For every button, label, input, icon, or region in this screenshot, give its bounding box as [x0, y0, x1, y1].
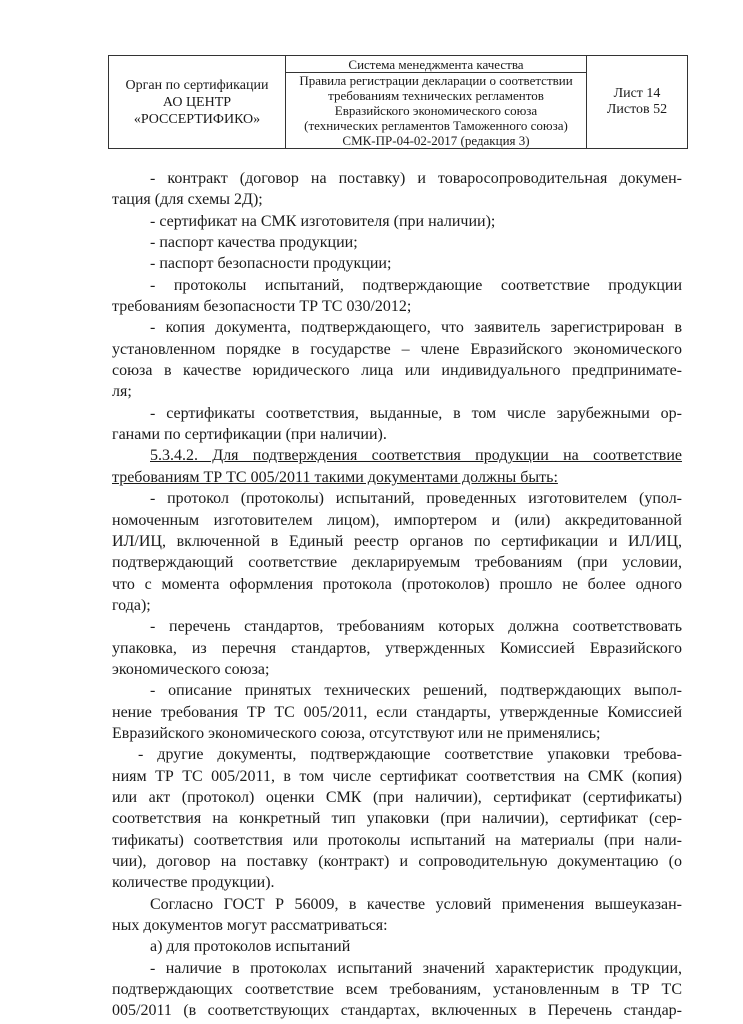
text-line: тация (для схемы 2Д); — [112, 191, 263, 209]
text-line: - сертификаты соответствия, выданные, в том числе зарубежными ор- — [150, 404, 682, 422]
text-line: номоченным изготовителем лицом), импортером и (или) аккредитованной — [112, 511, 682, 529]
text-line: - другие документы, подтверждающие соответствие упаковки требова- — [138, 746, 682, 764]
text-line: - описание принятых технических решений, подтверждающих выпол- — [150, 682, 682, 700]
rules-line-2: требованиям технических регламентов — [328, 88, 544, 103]
sheet-number-cell — [587, 56, 688, 149]
text-line: ИЛ/ИЦ, включенной в Единый реестр органов по сертификации и ИЛ/ИЦ, — [112, 532, 682, 550]
text-line: Согласно ГОСТ Р 56009, в качестве условий применения вышеуказан- — [150, 895, 682, 913]
text-line: ганами по сертификации (при наличии). — [112, 426, 387, 444]
text-line: - наличие в протоколах испытаний значений характеристик продукции, — [150, 959, 682, 977]
text-line: чии), договор на поставку (контракт) и сопроводительную документацию (о — [112, 853, 682, 870]
org-line-3: «РОССЕРТИФИКО» — [133, 111, 261, 127]
text-line: года); — [112, 596, 151, 614]
org-line-1: Орган по сертификации — [125, 77, 269, 93]
rules-line-3: Евразийского экономического союза — [334, 103, 538, 118]
text-line: - перечень стандартов, требованиям которых должна соответствовать — [150, 618, 682, 636]
text-line: 5.3.4.2. Для подтверждения соответствия продукции на соответствие — [150, 447, 682, 465]
text-line: соответствия на конкретный тип упаковки (при наличии), сертификат (сер- — [112, 810, 682, 828]
text-line: подтверждающих соответствие всем требованиям, установленным в ТР ТС — [112, 981, 682, 999]
text-line: количестве продукции). — [112, 874, 275, 892]
text-line: ных документов могут рассматриваться: — [112, 917, 388, 935]
text-line: 005/2011 (в соответствующих стандартах, включенных в Перечень стандар- — [112, 1002, 682, 1020]
text-line: - контракт (договор на поставку) и товаросопроводительная докумен- — [150, 170, 682, 187]
rules-line-1: Правила регистрации декларации о соответствии — [299, 73, 573, 88]
text-line: ля; — [112, 383, 132, 401]
document-code: СМК-ПР-04-02-2017 (редакция 3) — [342, 133, 530, 148]
text-line: требованиям безопасности ТР ТС 030/2012; — [112, 298, 412, 316]
text-line: требованиям ТР ТС 005/2011 такими документами должны быть: — [112, 468, 558, 486]
text-line: или акт (протокол) оценки СМК (при наличии), сертификат (сертификаты) — [112, 788, 682, 806]
text-line: установленном порядке в государстве – члене Евразийского экономического — [112, 340, 682, 358]
certification-body-cell — [109, 56, 286, 149]
text-line: экономического союза; — [112, 660, 270, 678]
sheets-total: Листов 52 — [606, 102, 668, 117]
text-line: ниям ТР ТС 005/2011, в том числе сертификат соответствия на СМК (копия) — [112, 767, 682, 785]
text-line: - паспорт качества продукции; — [150, 234, 358, 252]
text-line: тификаты) соответствия или протоколы испытаний на материалы (при нали- — [112, 831, 682, 849]
text-line: подтверждающий соответствие декларируемым требованиям (при условии, — [112, 554, 682, 572]
text-line: союза в качестве юридического лица или индивидуального предпринимате- — [112, 362, 682, 380]
text-line: Евразийского экономического союза, отсутствуют или не применялись; — [112, 724, 601, 742]
text-line: - протокол (протоколы) испытаний, проведенных изготовителем (упол- — [150, 490, 682, 508]
text-line: - сертификат на СМК изготовителя (при наличии); — [150, 212, 496, 230]
text-line: а) для протоколов испытаний — [150, 938, 351, 956]
document-body — [112, 168, 682, 1022]
text-line: нение требования ТР ТС 005/2011, если стандарты, утвержденные Комиссией — [112, 703, 682, 721]
rules-title-cell — [286, 73, 587, 149]
text-line: что с момента оформления протокола (протоколов) прошло не более одного — [112, 575, 682, 593]
rules-line-4: (технических регламентов Таможенного союза) — [304, 118, 568, 133]
text-line: - протоколы испытаний, подтверждающие соответствие продукции — [150, 276, 682, 294]
text-line: - копия документа, подтверждающего, что заявитель зарегистрирован в — [150, 319, 682, 337]
sheet-number: Лист 14 — [613, 86, 661, 101]
text-line: - паспорт безопасности продукции; — [150, 255, 392, 273]
quality-system-title: Система менеджмента качества — [286, 56, 587, 73]
text-line: упаковка, из перечня стандартов, утвержденных Комиссией Евразийского — [112, 639, 682, 657]
document-header-table — [108, 55, 688, 149]
org-line-2: АО ЦЕНТР — [162, 94, 232, 110]
